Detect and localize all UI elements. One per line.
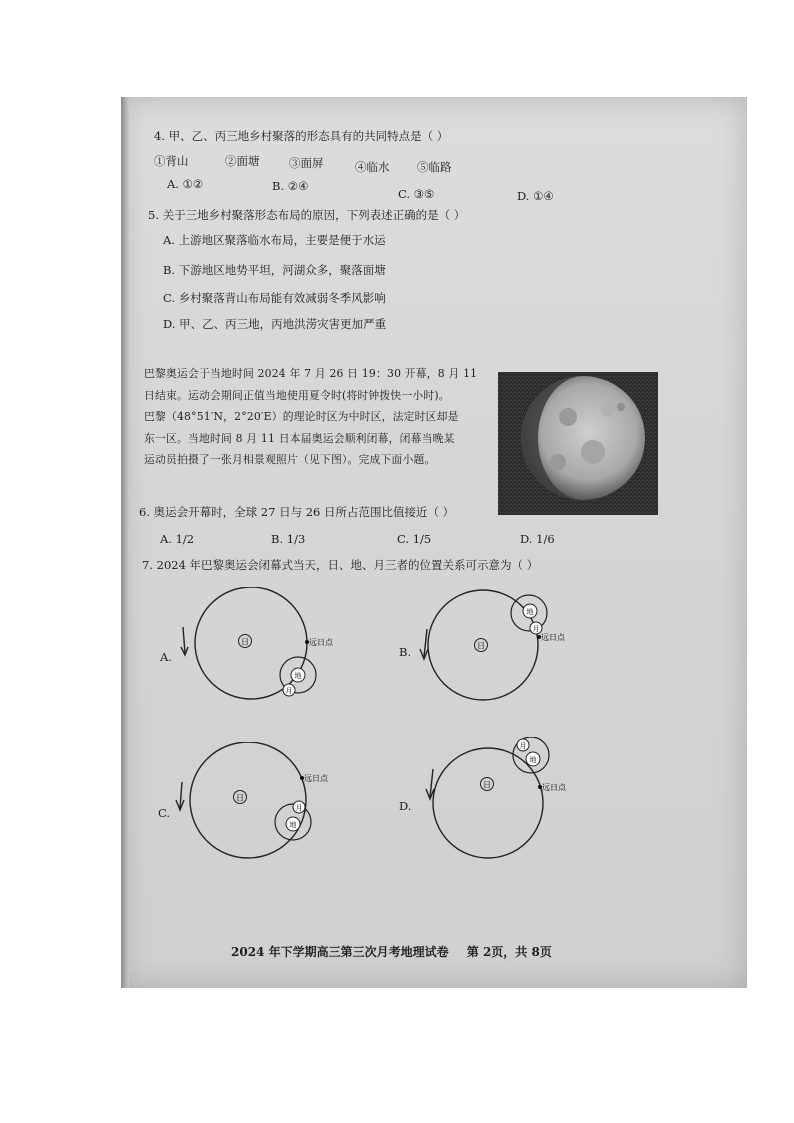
- q4-item-2: ②面塘: [225, 154, 260, 168]
- passage-line: 日结束。运动会期间正值当地使用夏令时(将时钟拨快一小时)。: [144, 388, 450, 402]
- aphelion-label: 远日点: [541, 633, 565, 642]
- diagram-b: [393, 587, 593, 711]
- earth-label: 地: [526, 608, 534, 616]
- q6-option-b: B. 1/3: [271, 532, 306, 546]
- passage-text: [144, 363, 494, 471]
- footer-title: 2024 年下学期高三第三次月考地理试卷: [231, 945, 449, 959]
- sun-label: 日: [483, 780, 491, 790]
- page-footer: [231, 943, 566, 960]
- orbit-diagram-d: [393, 737, 593, 867]
- passage-line: 运动员拍摄了一张月相景观照片（见下图）。完成下面小题。: [144, 453, 436, 466]
- diagram-d: [393, 737, 593, 871]
- q6-option-d: D. 1/6: [520, 532, 555, 546]
- passage-line: 巴黎奥运会于当地时间 2024 年 7 月 26 日 19：30 开幕，8 月 11: [144, 367, 478, 380]
- moon-label: 月: [532, 625, 540, 633]
- orbit-diagram-c: [156, 742, 356, 862]
- q5-option-a: A. 上游地区聚落临水布局，主要是便于水运: [163, 233, 386, 247]
- q5-option-b: B. 下游地区地势平坦，河湖众多，聚落面塘: [163, 263, 386, 277]
- q6-option-c: C. 1/5: [397, 532, 432, 546]
- q6-option-a: A. 1/2: [160, 532, 195, 546]
- diagram-c-label: C.: [158, 806, 171, 820]
- orbit-diagram-b: [393, 587, 593, 707]
- aphelion-label: 远日点: [304, 774, 328, 783]
- diagram-b-label: B.: [399, 645, 412, 659]
- moon-label: 月: [285, 687, 293, 695]
- q4-option-d: D. ①④: [517, 189, 554, 203]
- q4-option-a: A. ①②: [167, 177, 204, 191]
- earth-label: 地: [289, 821, 297, 829]
- earth-label: 地: [294, 672, 302, 680]
- q5-option-c: C. 乡村聚落背山布局能有效减弱冬季风影响: [163, 291, 386, 305]
- sun-label: 日: [241, 637, 249, 647]
- passage-line: 巴黎（48°51′N，2°20′E）的理论时区为中时区，法定时区却是: [144, 410, 459, 423]
- moon-label: 月: [519, 742, 527, 750]
- footer-page-number: 第 2页，共 8页: [466, 945, 552, 959]
- q4-item-3: ③面屏: [289, 156, 324, 170]
- moon-image: [498, 372, 658, 515]
- sun-label: 日: [236, 793, 244, 803]
- q5-stem: 5. 关于三地乡村聚落形态布局的原因，下列表述正确的是（ ）: [148, 208, 466, 222]
- moon-phase-photo: [498, 372, 658, 515]
- q4-item-4: ④临水: [355, 160, 390, 174]
- earth-label: 地: [529, 756, 537, 764]
- q4-option-c: C. ③⑤: [398, 187, 435, 201]
- exam-paper: [121, 97, 747, 988]
- diagram-a: [156, 587, 356, 711]
- q7-stem: 7. 2024 年巴黎奥运会闭幕式当天，日、地、月三者的位置关系可示意为（ ）: [142, 558, 539, 572]
- moon-label: 月: [295, 804, 303, 812]
- aphelion-label: 远日点: [542, 783, 566, 792]
- q4-option-b: B. ②④: [272, 179, 309, 193]
- aphelion-label: 远日点: [309, 638, 333, 647]
- orbit-diagram-a: [156, 587, 356, 707]
- q4-item-1: ①背山: [154, 154, 189, 168]
- q4-item-5: ⑤临路: [417, 160, 452, 174]
- diagram-a-label: A.: [160, 650, 172, 664]
- sun-label: 日: [477, 641, 485, 651]
- passage-line: 东一区。当地时间 8 月 11 日本届奥运会顺利闭幕，闭幕当晚某: [144, 431, 455, 445]
- q4-stem: 4. 甲、乙、丙三地乡村聚落的形态具有的共同特点是（ ）: [154, 129, 449, 143]
- q5-option-d: D. 甲、乙、丙三地，丙地洪涝灾害更加严重: [163, 317, 387, 331]
- q6-stem: 6. 奥运会开幕时，全球 27 日与 26 日所占范围比值接近（ ）: [139, 505, 455, 519]
- paper-edge-shadow: [121, 97, 129, 988]
- diagram-d-label: D.: [399, 799, 412, 813]
- diagram-c: [156, 742, 356, 866]
